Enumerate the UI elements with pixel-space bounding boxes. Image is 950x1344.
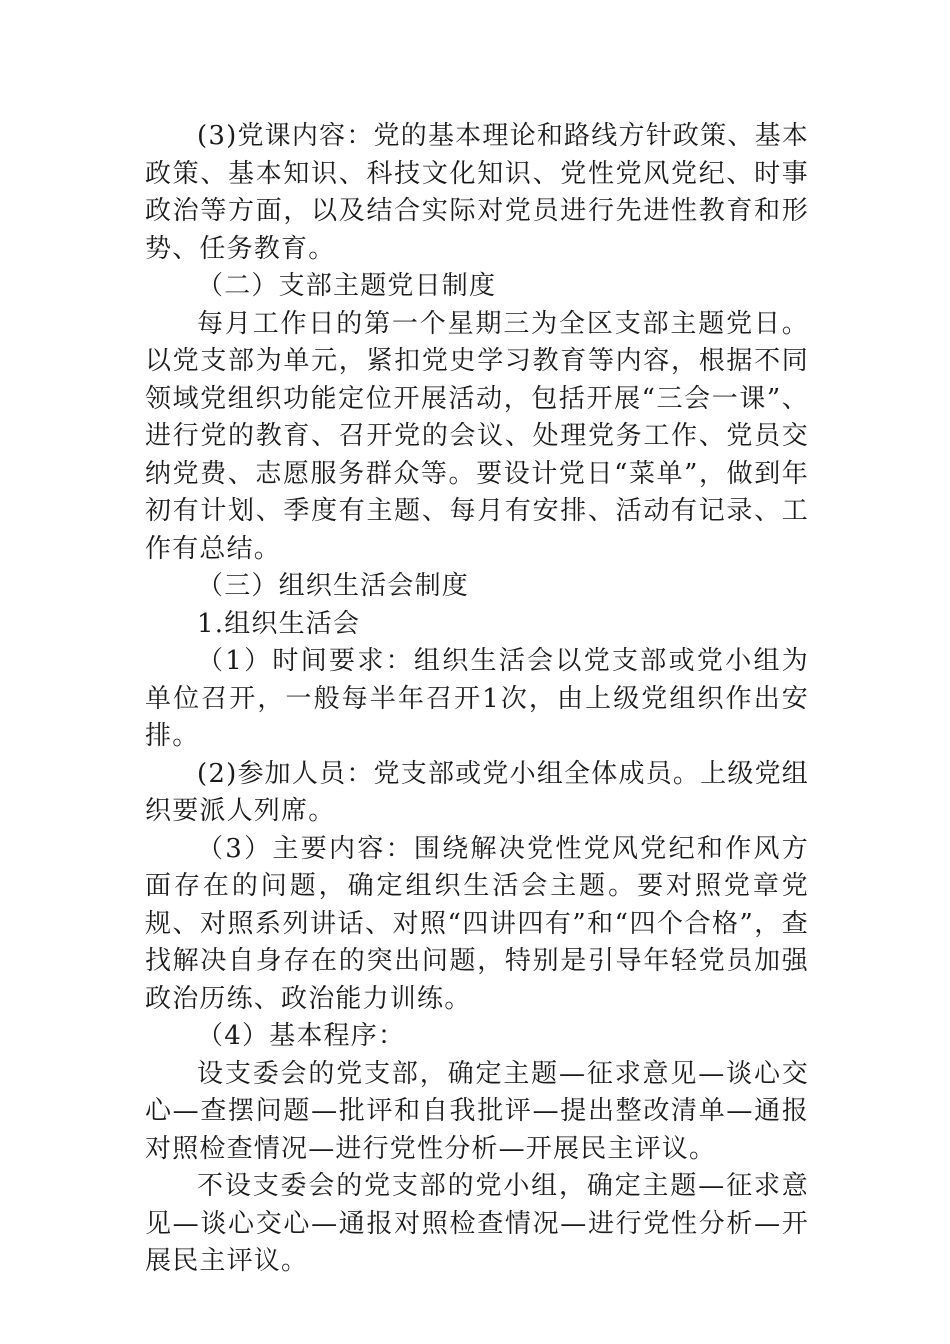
- paragraph-time-requirement: （1）时间要求：组织生活会以党支部或党小组为单位召开，一般每半年召开1次，由上级党组织作出安排。: [145, 646, 809, 751]
- paragraph-procedure-with-committee: 设支委会的党支部，确定主题—征求意见—谈心交心—查摆问题—批评和自我批评—提出整改清单—通报对照检查情况—进行党性分析—开展民主评议。: [145, 1058, 809, 1164]
- paragraph-main-content: （3）主要内容：围绕解决党性党风党纪和作风方面存在的问题，确定组织生活会主题。要对照党章党规、对照系列讲话、对照“四讲四有”和“四个合格”，查找解决自身存在的突出问题，特别是引导年轻党员加强政治历练、政治能力训练。: [145, 833, 809, 1014]
- paragraph-procedure-without-committee: 不设支委会的党支部的党小组，确定主题—征求意见—谈心交心—通报对照检查情况—进行党性分析—开展民主评议。: [145, 1171, 809, 1276]
- paragraph-theme-party-day: 每月工作日的第一个星期三为全区支部主题党日。以党支部为单元，紧扣党史学习教育等内容，根据不同领域党组织功能定位开展活动，包括开展“三会一课”、进行党的教育、召开党的会议、处理党务工作、党员交纳党费、志愿服务群众等。要设计党日“菜单”，做到年初有计划、季度有主题、每月有安排、活动有记录、工作有总结。: [145, 308, 809, 564]
- section-heading-theme-party-day: （二）支部主题党日制度: [197, 271, 497, 301]
- paragraph-participants: (2)参加人员：党支部或党小组全体成员。上级党组织要派人列席。: [145, 758, 809, 826]
- subheading-org-life-meeting: 1.组织生活会: [197, 608, 361, 639]
- section-heading-org-life-meeting: （三）组织生活会制度: [197, 571, 470, 601]
- paragraph-party-lecture-content: (3)党课内容：党的基本理论和路线方针政策、基本政策、基本知识、科技文化知识、党性党风党纪、时事政治等方面，以及结合实际对党员进行先进性教育和形势、任务教育。: [145, 121, 809, 264]
- document-body: [145, 118, 809, 1281]
- subheading-basic-procedure: （4）基本程序：: [197, 1021, 406, 1051]
